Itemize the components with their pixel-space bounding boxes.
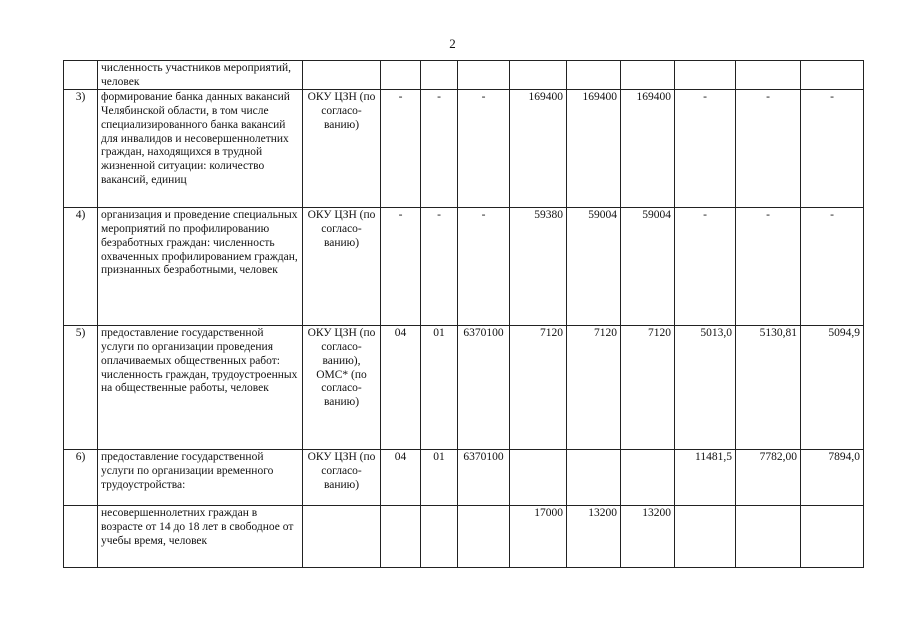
- row-executor: ОКУ ЦЗН (по согласо-ванию): [303, 450, 381, 506]
- row-value-year-2: 7120: [567, 326, 621, 450]
- row-value-year-3: 59004: [621, 208, 675, 326]
- program-table: [63, 60, 864, 568]
- row-funding-year-2: 7782,00: [736, 450, 801, 506]
- row-value-year-3: [621, 61, 675, 90]
- row-target-code: 6370100: [458, 450, 510, 506]
- table-row: [64, 326, 864, 450]
- row-funding-year-1: [675, 61, 736, 90]
- table-body: [64, 61, 864, 568]
- row-value-year-1: 7120: [510, 326, 567, 450]
- row-funding-year-1: -: [675, 90, 736, 208]
- row-target-code: -: [458, 208, 510, 326]
- row-value-year-1: [510, 450, 567, 506]
- row-executor: ОКУ ЦЗН (по согласо-ванию), ОМС* (по согласо-ванию): [303, 326, 381, 450]
- row-funding-year-2: [736, 506, 801, 568]
- row-section-code: -: [381, 90, 421, 208]
- row-value-year-3: 169400: [621, 90, 675, 208]
- row-executor: [303, 506, 381, 568]
- row-value-year-2: 169400: [567, 90, 621, 208]
- row-description: предоставление государственной услуги по организации временного трудоустройства:: [98, 450, 303, 506]
- row-value-year-3: 7120: [621, 326, 675, 450]
- row-subsection-code: -: [421, 208, 458, 326]
- row-section-code: -: [381, 208, 421, 326]
- row-target-code: 6370100: [458, 326, 510, 450]
- row-executor: [303, 61, 381, 90]
- row-funding-year-2: 5130,81: [736, 326, 801, 450]
- row-value-year-3: [621, 450, 675, 506]
- row-number: [64, 61, 98, 90]
- row-target-code: [458, 506, 510, 568]
- table-row: [64, 61, 864, 90]
- row-section-code: [381, 61, 421, 90]
- row-subsection-code: 01: [421, 326, 458, 450]
- row-section-code: 04: [381, 326, 421, 450]
- row-description: численность участников мероприятий, человек: [98, 61, 303, 90]
- row-description: предоставление государственной услуги по организации проведения оплачиваемых общественных работ: численность граждан, трудоустроенных на общественные работы, человек: [98, 326, 303, 450]
- row-funding-year-3: -: [801, 208, 864, 326]
- row-number: 5): [64, 326, 98, 450]
- row-description: формирование банка данных вакансий Челябинской области, в том числе специализированного банка вакансий для инвалидов и несовершеннолетних граждан, находящихся в трудной жизненной ситуации: количество вакансий, единиц: [98, 90, 303, 208]
- row-funding-year-3: [801, 506, 864, 568]
- row-value-year-2: [567, 450, 621, 506]
- row-funding-year-2: -: [736, 208, 801, 326]
- table-row: [64, 90, 864, 208]
- row-funding-year-2: -: [736, 90, 801, 208]
- table-row: [64, 450, 864, 506]
- row-executor: ОКУ ЦЗН (по согласо-ванию): [303, 90, 381, 208]
- row-value-year-1: 17000: [510, 506, 567, 568]
- row-section-code: 04: [381, 450, 421, 506]
- row-value-year-1: 59380: [510, 208, 567, 326]
- row-funding-year-2: [736, 61, 801, 90]
- row-number: 3): [64, 90, 98, 208]
- row-subsection-code: 01: [421, 450, 458, 506]
- row-funding-year-3: 5094,9: [801, 326, 864, 450]
- row-target-code: [458, 61, 510, 90]
- row-funding-year-1: 11481,5: [675, 450, 736, 506]
- table-row: [64, 208, 864, 326]
- row-number: [64, 506, 98, 568]
- row-number: 4): [64, 208, 98, 326]
- row-funding-year-3: 7894,0: [801, 450, 864, 506]
- table-row: [64, 506, 864, 568]
- row-value-year-2: 13200: [567, 506, 621, 568]
- row-target-code: -: [458, 90, 510, 208]
- row-value-year-2: [567, 61, 621, 90]
- row-value-year-2: 59004: [567, 208, 621, 326]
- row-funding-year-3: -: [801, 90, 864, 208]
- page-number: 2: [449, 36, 456, 51]
- row-number: 6): [64, 450, 98, 506]
- row-description: организация и проведение специальных мероприятий по профилированию безработных граждан: численность охваченных профилированием граждан, признанных безработными, человек: [98, 208, 303, 326]
- row-funding-year-1: -: [675, 208, 736, 326]
- row-subsection-code: [421, 506, 458, 568]
- row-subsection-code: [421, 61, 458, 90]
- row-description: несовершеннолетних граждан в возрасте от 14 до 18 лет в свободное от учебы время, человек: [98, 506, 303, 568]
- row-funding-year-1: 5013,0: [675, 326, 736, 450]
- row-value-year-3: 13200: [621, 506, 675, 568]
- row-value-year-1: 169400: [510, 90, 567, 208]
- row-value-year-1: [510, 61, 567, 90]
- row-executor: ОКУ ЦЗН (по согласо-ванию): [303, 208, 381, 326]
- row-section-code: [381, 506, 421, 568]
- row-funding-year-3: [801, 61, 864, 90]
- row-subsection-code: -: [421, 90, 458, 208]
- row-funding-year-1: [675, 506, 736, 568]
